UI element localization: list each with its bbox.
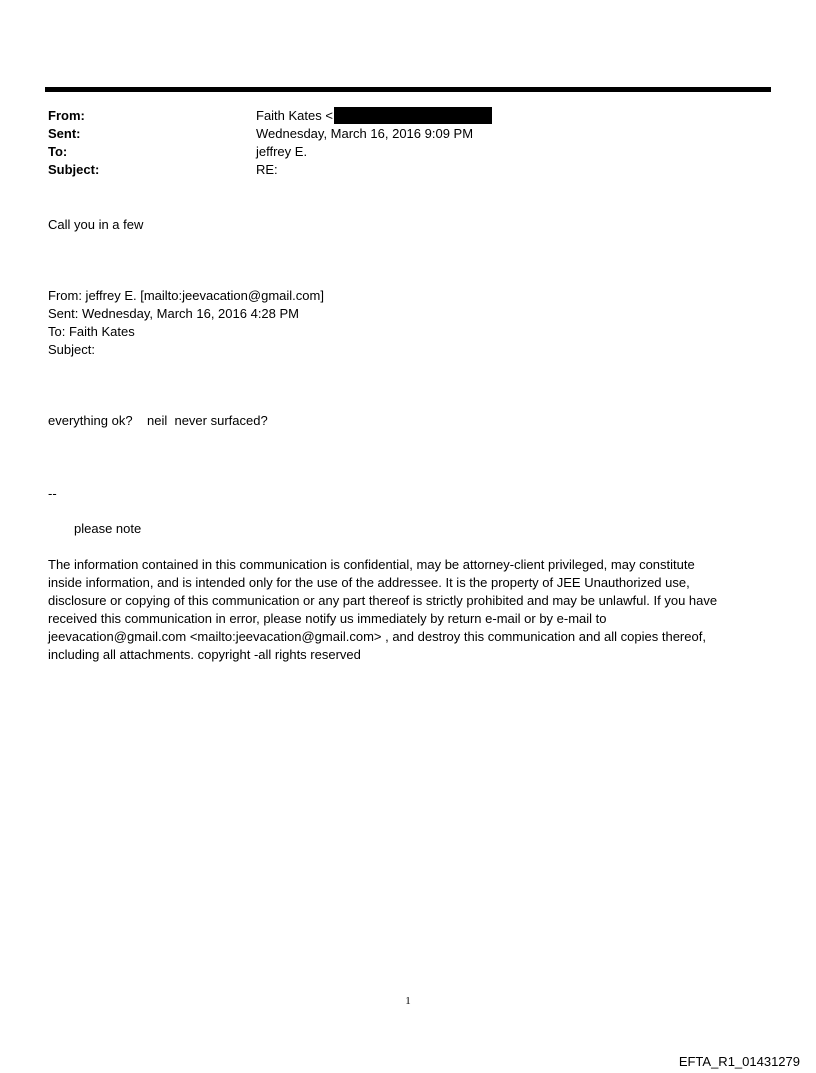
confidentiality-disclaimer [48, 556, 773, 664]
signature-separator: -- [48, 486, 57, 501]
bates-number: EFTA_R1_01431279 [678, 1054, 800, 1069]
disclaimer-line: including all attachments. copyright -all rights reserved [48, 647, 361, 662]
redaction-box [334, 107, 492, 124]
page-number: 1 [405, 995, 411, 1007]
disclaimer-line: inside information, and is intended only for the use of the addressee. It is the property of JEE Unauthorized use, [48, 575, 690, 590]
to-label: To: [48, 144, 68, 159]
subject-value: RE: [256, 162, 278, 177]
quoted-to: To: Faith Kates [48, 324, 135, 339]
subject-label: Subject: [48, 162, 100, 177]
reply-text: Call you in a few [48, 217, 144, 232]
sent-value: Wednesday, March 16, 2016 9:09 PM [256, 126, 474, 141]
quoted-subject: Subject: [48, 342, 95, 357]
to-value: jeffrey E. [256, 144, 308, 159]
disclaimer-line: The information contained in this communication is confidential, may be attorney-client privileged, may constitute [48, 557, 695, 572]
disclaimer-line: jeevacation@gmail.com <mailto:jeevacation@gmail.com> , and destroy this communication and all copies thereof, [48, 629, 706, 644]
sent-label: Sent: [48, 126, 81, 141]
quoted-sent: Sent: Wednesday, March 16, 2016 4:28 PM [48, 306, 299, 321]
quoted-message: everything ok? neil never surfaced? [48, 413, 268, 428]
disclaimer-line: disclosure or copying of this communication or any part thereof is strictly prohibited and may be unlawful. If you have [48, 593, 718, 608]
header-divider [45, 87, 771, 92]
from-label: From: [48, 108, 85, 123]
quoted-from: From: jeffrey E. [mailto:jeevacation@gmail.com] [48, 288, 324, 303]
from-value [256, 107, 492, 125]
please-note-heading: please note [74, 521, 142, 536]
disclaimer-line: received this communication in error, please notify us immediately by return e-mail or by e-mail to [48, 611, 607, 626]
from-sender: Faith Kates < [256, 108, 333, 123]
